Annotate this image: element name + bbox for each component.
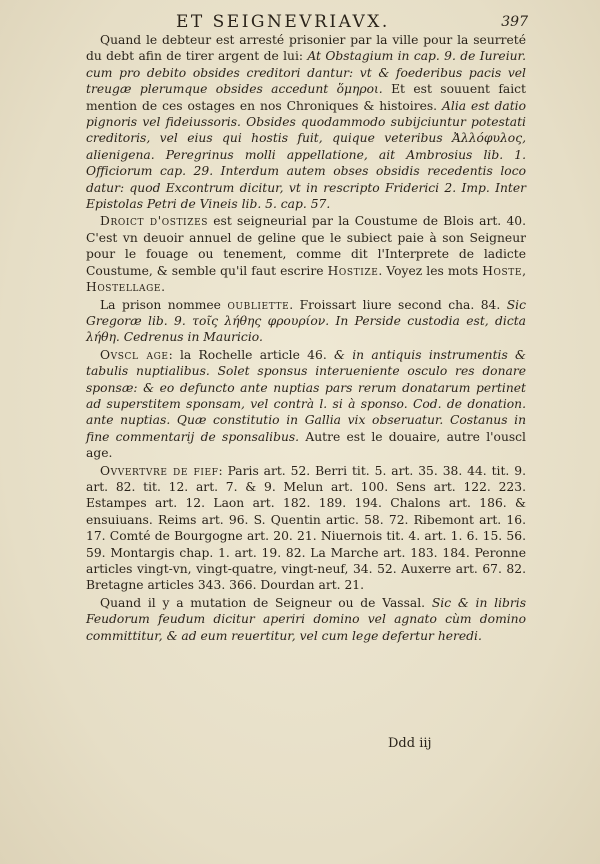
text-run: . Froissart liure second cha. 84.	[289, 297, 507, 312]
latin-citation: At Obstagium in cap. 9. de Iureiur. cum pro debito obsides creditori dantur: vt & foederibus pacis vel treugæ plerumque obsides accedunt ὅμηροι.	[86, 49, 526, 97]
text-run: . Voyez les mots	[378, 263, 483, 278]
page-number: 397	[501, 14, 528, 30]
page-header	[0, 10, 600, 34]
paragraph	[86, 347, 526, 462]
headword: oubliette	[227, 297, 290, 312]
text-run: : Paris art. 52. Berri tit. 5. art. 35. 38. 44. tit. 9. art. 82. tit. 12. art. 7. & 9. Melun art. 100. Sens art. 122. 223. Estampes art. 12. Laon art. 182. 189. 194. Chalons art. 186. & ensuiuans. Reims art. 96. S. Quentin artic. 58. 72. Ribemont art. 16. 17. Comté de Bourgogne art. 20. 21. Niuernois tit. 4. art. 1. 6. 15. 56. 59. Montargis chap. 1. art. 19. 82. La Marche art. 183. 184. Peronne articles vingt-vn, vingt-quatre, vingt-neuf, 34. 52. Auxerre art. 67. 82. Bretagne articles 343. 366. Dourdan art. 21.	[86, 463, 526, 593]
paragraph	[86, 463, 526, 594]
headword: Hostellage	[86, 280, 162, 295]
text-run: Et est souuent faict mention de ces ostages en nos Chroniques & histoires.	[86, 82, 526, 113]
text-run: Autre est le douaire, autre l'ouscl age.	[86, 429, 526, 461]
latin-citation: & in antiquis instrumentis & tabulis nuptialibus. Solet sponsus interueniente osculo res donare sponsæ: & eo defuncto ante nuptias pars rerum donatarum pertinet ad superstitem sponsam, vel contrà l. si à sponso. Cod. de donation. ante nuptias. Quæ constitutio in Gallia vix obseruatur. Costanus in fine commentarij de sponsalibus.	[86, 347, 526, 444]
paragraph	[86, 595, 526, 644]
signature-mark: Ddd iij	[388, 736, 432, 751]
body-text	[86, 32, 526, 644]
text-run: ,	[522, 263, 526, 278]
headword: Hoste	[482, 263, 523, 278]
latin-citation: Alia est datio pignoris vel fideiussoris. Obsides quodammodo subijciuntur potestati creditoris, vel eius qui hostis fuit, quique veteribus Ἀλλόφυλος, alienigena. Peregrinus molli appellatione, ait Ambrosius lib. 1. Officiorum cap. 29. Interdum autem obses obsidis recedentis loco datur: quod Excontrum dicitur, vt in rescripto Friderici 2. Imp. Inter Epistolas Petri de Vineis lib. 5. cap. 57.	[86, 98, 526, 212]
paragraph	[86, 32, 526, 212]
headword: Ovscl age	[100, 347, 169, 362]
latin-citation: Sic Gregoræ lib. 9. τοῖς λήθης φρουρίον. In Perside custodia est, dicta λήθη. Cedrenus in Mauricio.	[86, 297, 526, 345]
text-run: .	[161, 280, 165, 295]
running-title: ET SEIGNEVRIAVX.	[176, 12, 390, 32]
text-run: Quand le debteur est arresté prisonier par la ville pour la seurreté du debt afin de tirer argent de lui:	[86, 33, 526, 64]
headword: Ovvertvre de fief	[100, 463, 219, 478]
text-run: est seigneurial par la Coustume de Blois art. 40. C'est vn deuoir annuel de geline que le subiect paie à son Seigneur pour le fouage ou tenement, comme dit l'Interprete de ladicte Coustume, & semble qu'il faut escrire	[86, 214, 526, 278]
headword: Droict d'ostizes	[100, 214, 209, 229]
paragraph	[86, 297, 526, 346]
text-run: : la Rochelle article 46.	[168, 347, 335, 362]
latin-citation: Sic & in libris Feudorum feudum dicitur aperiri domino vel agnato cùm domino committitur, & ad eum reuertitur, vel cum lege defertur heredi.	[86, 595, 526, 643]
paragraph	[86, 213, 526, 295]
text-run: La prison nommee	[100, 297, 228, 312]
text-run: Quand il y a mutation de Seigneur ou de Vassal.	[100, 595, 432, 610]
headword: Hostize	[327, 263, 379, 278]
